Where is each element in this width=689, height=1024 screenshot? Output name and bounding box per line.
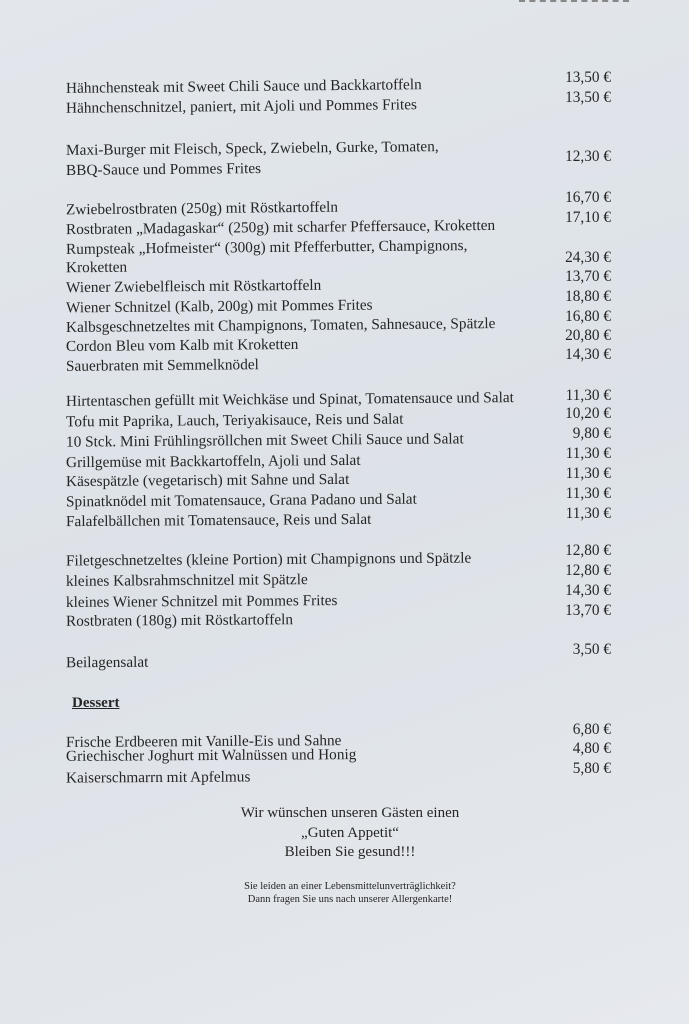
menu-item-name: Tofu mit Paprika, Lauch, Teriyakisauce, Reis und Salat [65, 410, 404, 431]
menu-item-price: 11,30 € [565, 505, 611, 522]
menu-item-name: Sauerbraten mit Semmelknödel [65, 356, 259, 375]
menu-item-price: 14,30 € [565, 346, 611, 363]
menu-item-price: 5,80 € [572, 760, 611, 777]
menu-item-price: 13,70 € [565, 268, 611, 285]
menu-item-price: 13,50 € [565, 69, 611, 86]
allergy-note: Sie leiden an einer Lebensmittelunverträglichkeit? [244, 881, 456, 892]
footer-line: Bleiben Sie gesund!!! [284, 844, 416, 860]
menu-item-name: Kroketten [65, 258, 128, 277]
menu-item-name: Falafelbällchen mit Tomatensauce, Reis und Salat [65, 510, 372, 531]
menu-item-name: Hirtentaschen gefüllt mit Weichkäse und Spinat, Tomatensauce und Salat [65, 389, 514, 410]
menu-item-name: Beilagensalat [65, 653, 149, 672]
dessert-heading: Dessert [72, 695, 120, 711]
menu-item-price: 13,50 € [565, 89, 611, 106]
menu-item-price: 17,10 € [565, 209, 611, 226]
menu-item-name: Filetgeschnetzeltes (kleine Portion) mit Champignons und Spätzle [65, 549, 472, 570]
menu-item-price: 11,30 € [565, 387, 611, 404]
menu-item-price: 13,70 € [565, 602, 611, 619]
menu-item-price: 11,30 € [565, 485, 611, 502]
menu-item-price: 16,70 € [565, 189, 611, 206]
menu-item-name: Käsespätzle (vegetarisch) mit Sahne und Salat [65, 470, 350, 491]
menu-item-price: 16,80 € [565, 308, 611, 325]
menu-item-name: Hähnchenschnitzel, paniert, mit Ajoli und Pommes Frites [65, 96, 418, 117]
menu-item-name: Wiener Schnitzel (Kalb, 200g) mit Pommes Frites [65, 296, 373, 317]
menu-item-price: 12,80 € [565, 562, 611, 579]
menu-item-price: 12,30 € [565, 148, 611, 165]
menu-item-price: 6,80 € [572, 721, 611, 738]
menu-item-price: 12,80 € [565, 542, 611, 559]
menu-item-price: 24,30 € [565, 249, 611, 266]
menu-item-name: 10 Stck. Mini Frühlingsröllchen mit Sweet Chili Sauce und Salat [65, 430, 464, 451]
menu-item-price: 9,80 € [572, 425, 611, 442]
menu-item-name: Spinatknödel mit Tomatensauce, Grana Padano und Salat [65, 490, 417, 511]
menu-item-name: kleines Wiener Schnitzel mit Pommes Frites [65, 592, 338, 611]
menu-item-name: Rostbraten „Madagaskar“ (250g) mit scharfer Pfeffersauce, Kroketten [65, 216, 496, 239]
menu-item-name: Maxi-Burger mit Fleisch, Speck, Zwiebeln, Gurke, Tomaten, [65, 138, 439, 159]
footer-line: Wir wünschen unseren Gästen einen [240, 805, 460, 821]
menu-item-name: Kalbsgeschnetzeltes mit Champignons, Tomaten, Sahnesauce, Spätzle [65, 315, 496, 336]
menu-item-name: Rostbraten (180g) mit Röstkartoffeln [65, 611, 294, 630]
menu-item-name: Frische Erdbeeren mit Vanille-Eis und Sahne [65, 732, 342, 751]
menu-item-price: 3,50 € [572, 641, 611, 658]
menu-item-price: 10,20 € [565, 405, 611, 422]
footer-line: „Guten Appetit“ [301, 825, 399, 841]
menu-item-name: Cordon Bleu vom Kalb mit Kroketten [65, 335, 299, 356]
menu-item-price: 20,80 € [565, 327, 611, 344]
menu-item-price: 18,80 € [565, 288, 611, 305]
menu-item-name: Hähnchensteak mit Sweet Chili Sauce und Backkartoffeln [65, 76, 422, 97]
menu-item-name: Kaiserschmarrn mit Apfelmus [65, 768, 251, 787]
menu-item-price: 4,80 € [572, 740, 611, 757]
menu-item-name: Griechischer Joghurt mit Walnüssen und Honig [65, 746, 357, 765]
menu-item-name: Rumpsteak „Hofmeister“ (300g) mit Pfefferbutter, Champignons, [65, 237, 468, 258]
menu-item-name: BBQ-Sauce und Pommes Frites [65, 160, 262, 179]
menu-item-name: kleines Kalbsrahmschnitzel mit Spätzle [65, 571, 308, 590]
menu-item-name: Wiener Zwiebelfleisch mit Röstkartoffeln [65, 276, 322, 297]
allergy-note: Dann fragen Sie uns nach unserer Allergenkarte! [247, 894, 453, 905]
page-edge-marks [519, 0, 629, 4]
menu-item-name: Grillgemüse mit Backkartoffeln, Ajoli und Salat [65, 451, 361, 472]
menu-item-price: 11,30 € [565, 445, 611, 462]
menu-item-price: 11,30 € [565, 465, 611, 482]
menu-item-price: 14,30 € [565, 582, 611, 599]
menu-item-name: Zwiebelrostbraten (250g) mit Röstkartoffeln [65, 198, 339, 219]
